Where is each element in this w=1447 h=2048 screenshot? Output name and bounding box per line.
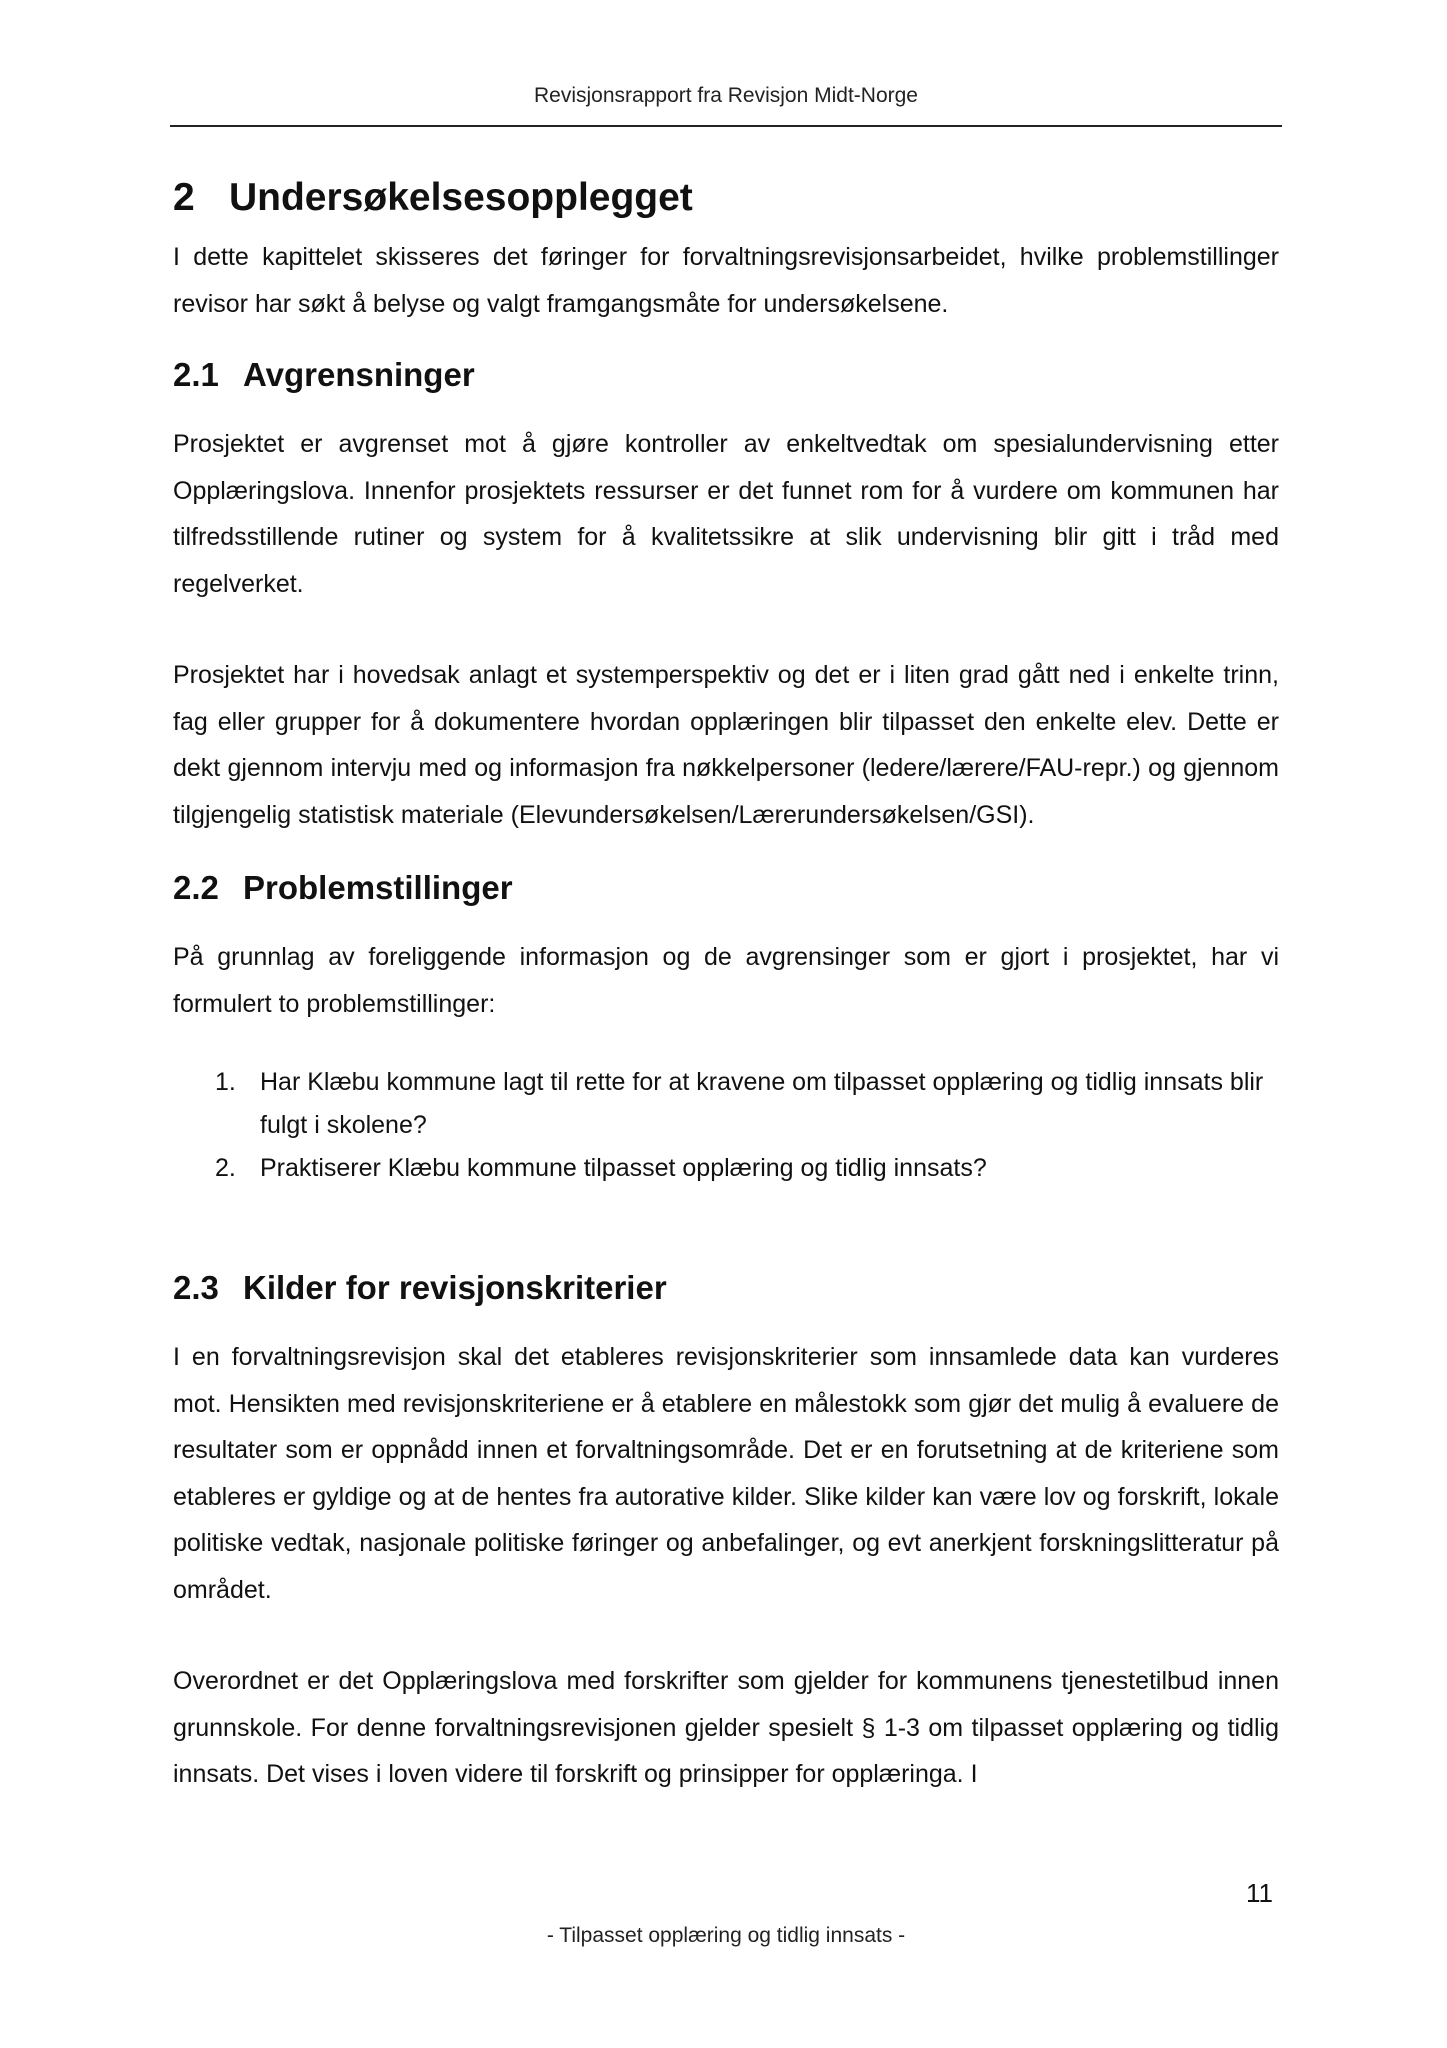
paragraph: I en forvaltningsrevisjon skal det etableres revisjonskriterier som innsamlede data kan vurderes mot. Hensikten med revisjonskriteriene er å etablere en målestokk som gjør det mulig å evaluere de resultater som er oppnådd innen et forvaltningsområde. Det er en forutsetning at de kriteriene som etableres er gyldige og at de hentes fra autorative kilder. Slike kilder kan være lov og forskrift, lokale politiske vedtak, nasjonale politiske føringer og anbefalinger, og evt anerkjent forskningslitteratur på området. xyxy=(173,1343,1279,1604)
paragraph: Overordnet er det Opplæringslova med forskrifter som gjelder for kommunens tjenestetilbud innen grunnskole. For denne forvaltningsrevisjonen gjelder spesielt § 1-3 om tilpasset opplæring og tidlig innsats. Det vises i loven videre til forskrift og prinsipper for opplæringa. I xyxy=(173,1667,1279,1788)
section-number: 2.2 xyxy=(173,869,219,906)
chapter-number: 2 xyxy=(173,176,195,219)
chapter-intro: I dette kapittelet skisseres det føringer for forvaltningsrevisjonsarbeidet, hvilke problemstillinger revisor har søkt å belyse og valgt framgangsmåte for undersøkelsene. xyxy=(173,243,1279,318)
running-footer: - Tilpasset opplæring og tidlig innsats - xyxy=(546,1924,906,1947)
running-header: Revisjonsrapport fra Revisjon Midt-Norge xyxy=(534,84,918,107)
paragraph: Prosjektet har i hovedsak anlagt et systemperspektiv og det er i liten grad gått ned i enkelte trinn, fag eller grupper for å dokumentere hvordan opplæringen blir tilpasset den enkelte elev. Dette er dekt gjennom intervju med og informasjon fra nøkkelpersoner (ledere/lærere/FAU-repr.) og gjennom tilgjengelig statistisk materiale (Elevundersøkelsen/Lærerundersøkelsen/GSI). xyxy=(173,661,1279,829)
section-heading-2-1 xyxy=(173,347,1279,403)
section-heading-2-3 xyxy=(173,1260,1279,1316)
list-marker: 1. xyxy=(215,1068,236,1096)
section-number: 2.1 xyxy=(173,356,219,393)
section-title: Problemstillinger xyxy=(243,869,513,906)
chapter-title: Undersøkelsesopplegget xyxy=(229,176,693,219)
page-content xyxy=(173,166,1279,1798)
list-item xyxy=(173,1147,1279,1190)
paragraph: Prosjektet er avgrenset mot å gjøre kontroller av enkeltvedtak om spesialundervisning etter Opplæringslova. Innenfor prosjektets ressurser er det funnet rom for å vurdere om kommunen har tilfredsstillende rutiner og system for å kvalitetssikre at slik undervisning blir gitt i tråd med regelverket. xyxy=(173,430,1279,598)
chapter-heading xyxy=(173,166,1279,230)
header-rule xyxy=(170,125,1282,127)
list-item-text: Praktiserer Klæbu kommune tilpasset opplæring og tidlig innsats? xyxy=(260,1154,987,1182)
section-number: 2.3 xyxy=(173,1269,219,1306)
page-number: 11 xyxy=(1246,1878,1273,1908)
problem-list xyxy=(173,1061,1279,1190)
section-title: Kilder for revisjonskriterier xyxy=(243,1269,667,1306)
section-heading-2-2 xyxy=(173,860,1279,916)
section-title: Avgrensninger xyxy=(243,356,475,393)
paragraph: På grunnlag av foreliggende informasjon og de avgrensinger som er gjort i prosjektet, har vi formulert to problemstillinger: xyxy=(173,943,1279,1018)
list-item-text: Har Klæbu kommune lagt til rette for at kravene om tilpasset opplæring og tidlig innsats blir fulgt i skolene? xyxy=(260,1068,1264,1139)
list-item xyxy=(173,1061,1279,1147)
list-marker: 2. xyxy=(215,1154,236,1182)
